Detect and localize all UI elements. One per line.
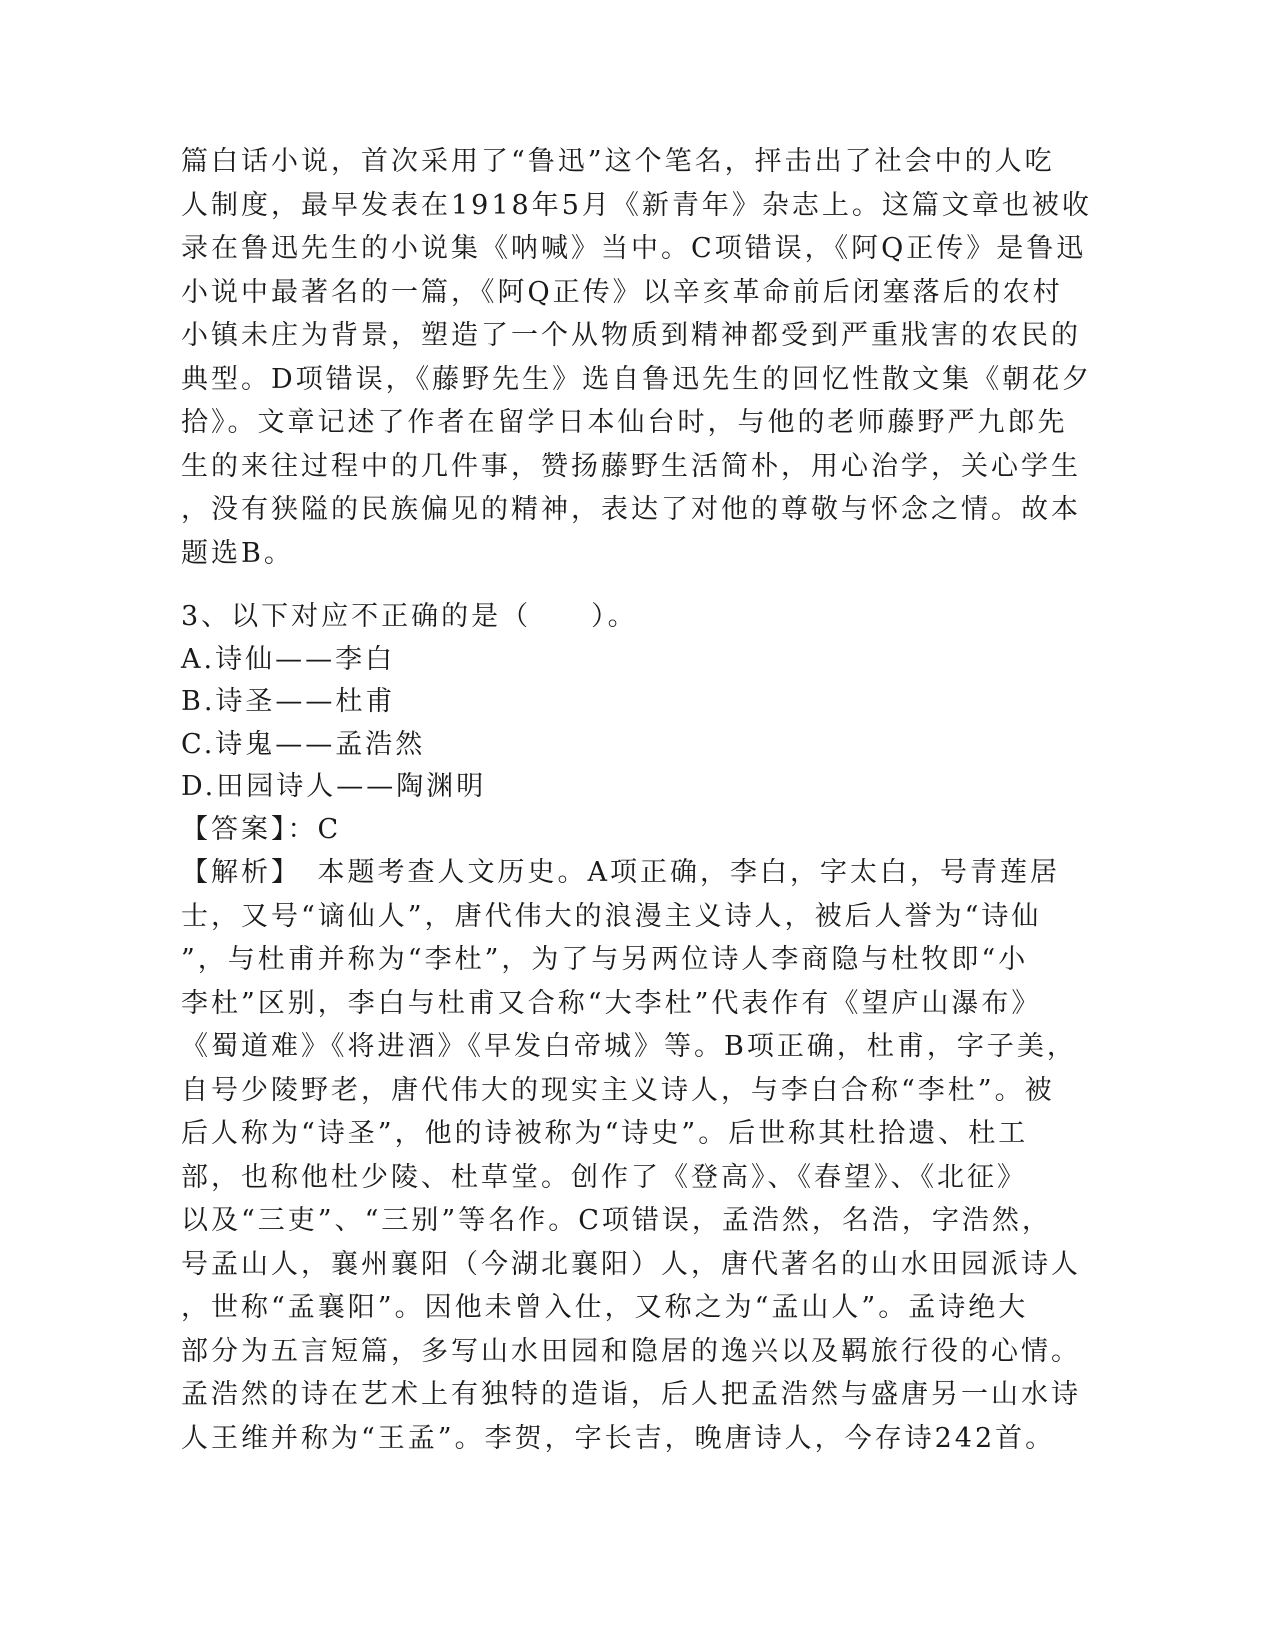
text-line: 部，也称他杜少陵、杜草堂。创作了《登高》、《春望》、《北征》 [181, 1161, 1027, 1193]
text-line: 士，又号“谪仙人”，唐代伟大的浪漫主义诗人，被后人誉为“诗仙 [181, 900, 1042, 932]
text-line: ，没有狭隘的民族偏见的精神，表达了对他的尊敬与怀念之情。故本 [181, 494, 1081, 525]
text-line: 题选B。 [181, 537, 294, 569]
option-b: B.诗圣——杜甫 [181, 686, 396, 717]
answer-line: 【答案】：C [181, 813, 342, 845]
option-a: A.诗仙——李白 [181, 643, 396, 675]
text-line: 录在鲁迅先生的小说集《呐喊》当中。C项错误，《阿Q正传》是鲁迅 [181, 233, 1087, 264]
text-line: 人王维并称为“王孟”。李贺，字长吉，晚唐诗人，今存诗242首。 [181, 1422, 1056, 1454]
paragraph-gap [181, 575, 1061, 596]
text-line: 以及“三吏”、“三别”等名作。C项错误，孟浩然，名浩，字浩然， [181, 1205, 1052, 1236]
text-line: 人制度，最早发表在1918年5月《新青年》杂志上。这篇文章也被收 [181, 189, 1092, 221]
text-line: 篇白话小说，首次采用了“鲁迅”这个笔名，抨击出了社会中的人吃 [181, 146, 1055, 177]
text-line: 后人称为“诗圣”，他的诗被称为“诗史”。后世称其杜拾遗、杜工 [181, 1118, 1029, 1149]
text-line: 拾》。文章记述了作者在留学日本仙台时，与他的老师藤野严九郎先 [181, 407, 1068, 438]
text-line: ”，与杜甫并称为“李杜”，为了与另两位诗人李商隐与杜牧即“小 [181, 944, 1029, 975]
option-d: D.田园诗人——陶渊明 [181, 771, 487, 802]
question-stem: 3、以下对应不正确的是（ ）。 [181, 601, 638, 632]
text-line: 小说中最著名的一篇，《阿Q正传》以辛亥革命前后闭塞落后的农村 [181, 276, 1063, 308]
option-c: C.诗鬼——孟浩然 [181, 728, 426, 760]
text-line: 【解析】 本题考查人文历史。A项正确，李白，字太白，号青莲居 [181, 857, 1060, 888]
previous-explanation [181, 140, 1093, 575]
text-line: 号孟山人，襄州襄阳（今湖北襄阳）人，唐代著名的山水田园派诗人 [181, 1248, 1081, 1280]
text-line: 典型。D项错误，《藤野先生》选自鲁迅先生的回忆性散文集《朝花夕 [181, 363, 1093, 395]
text-line: 小镇未庄为背景，塑造了一个从物质到精神都受到严重戕害的农民的 [181, 320, 1081, 351]
document-content [181, 140, 1093, 1460]
text-line: 《蜀道难》《将进酒》《早发白帝城》等。B项正确，杜甫，字子美， [181, 1031, 1077, 1062]
text-line: 李杜”区别，李白与杜甫又合称“大李杜”代表作有《望庐山瀑布》 [181, 987, 1042, 1019]
text-line: 部分为五言短篇，多写山水田园和隐居的逸兴以及羁旅行役的心情。 [181, 1335, 1081, 1367]
text-line: 生的来往过程中的几件事，赞扬藤野生活简朴，用心治学，关心学生 [181, 450, 1081, 482]
analysis [181, 851, 1081, 1460]
question-block [181, 596, 1081, 1460]
text-line: 自号少陵野老，唐代伟大的现实主义诗人，与李白合称“李杜”。被 [181, 1074, 1055, 1106]
text-line: ，世称“孟襄阳”。因他未曾入仕，又称之为“孟山人”。孟诗绝大 [181, 1292, 1029, 1323]
text-line: 孟浩然的诗在艺术上有独特的造诣，后人把孟浩然与盛唐另一山水诗 [181, 1379, 1081, 1410]
